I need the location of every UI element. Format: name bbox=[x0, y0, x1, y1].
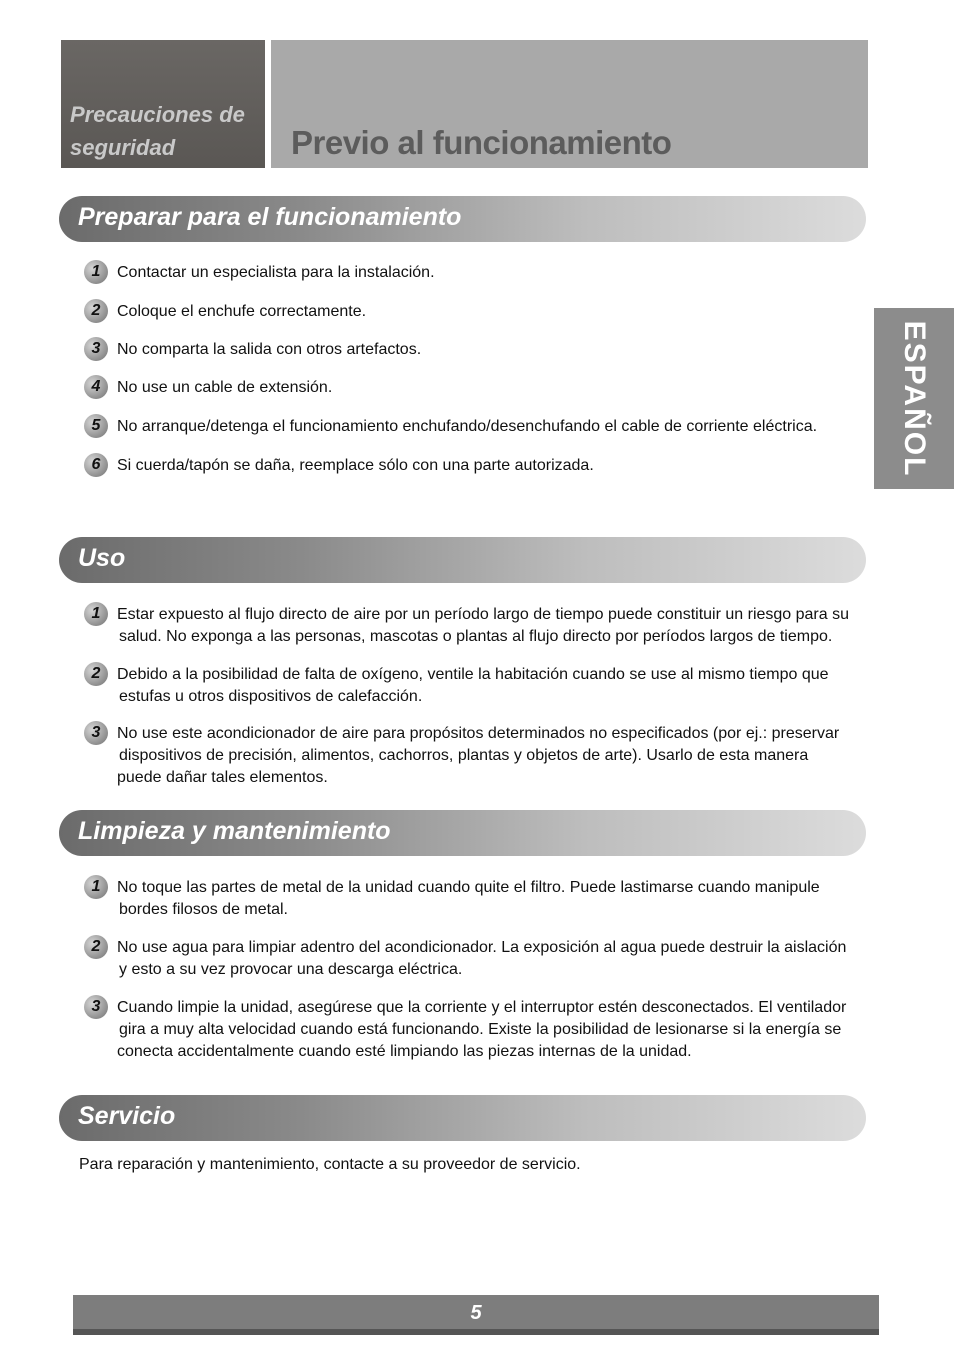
item-line: salud. No exponga a las personas, mascotas o plantas al flujo directo por períodos largos de tiempo. bbox=[119, 628, 833, 645]
item-line: Estar expuesto al flujo directo de aire por un período largo de tiempo puede constituir un riesgo para su bbox=[117, 606, 849, 623]
page-footer bbox=[73, 1295, 879, 1335]
item-text bbox=[117, 877, 864, 921]
item-text: No arranque/detenga el funcionamiento enchufando/desenchufando el cable de corriente eléctrica. bbox=[117, 418, 818, 435]
header-section-label: Precauciones de seguridad bbox=[70, 102, 245, 160]
page-number: 5 bbox=[470, 1302, 482, 1324]
item-text: No comparta la salida con otros artefactos. bbox=[117, 341, 422, 358]
item-text bbox=[117, 723, 864, 789]
language-tab bbox=[874, 308, 954, 489]
item-line: conecta accidentalmente cuando esté limpiando las piezas internas de la unidad. bbox=[117, 1043, 692, 1060]
item-text bbox=[117, 937, 864, 981]
item-text bbox=[117, 604, 864, 648]
section-banner-limpieza bbox=[59, 810, 866, 856]
item-line: puede dañar tales elementos. bbox=[117, 769, 328, 786]
item-line: bordes filosos de metal. bbox=[119, 901, 288, 918]
number-badge: 5 bbox=[84, 414, 108, 438]
section-banner-preparar bbox=[59, 196, 866, 242]
section-title: Limpieza y mantenimiento bbox=[78, 817, 391, 845]
language-label: ESPAÑOL bbox=[898, 320, 931, 477]
section-title: Preparar para el funcionamiento bbox=[78, 203, 462, 231]
item-text: Si cuerda/tapón se daña, reemplace sólo con una parte autorizada. bbox=[117, 457, 594, 474]
item-text bbox=[117, 664, 864, 708]
number-badge: 2 bbox=[84, 662, 108, 686]
number-badge: 3 bbox=[84, 995, 108, 1019]
item-line: No toque las partes de metal de la unidad cuando quite el filtro. Puede lastimarse cuando manipule bbox=[117, 879, 820, 896]
item-line: y esto a su vez provocar una descarga eléctrica. bbox=[119, 961, 463, 978]
item-line: Debido a la posibilidad de falta de oxígeno, ventile la habitación cuando se use al mismo tiempo que bbox=[117, 666, 829, 683]
item-line: No use agua para limpiar adentro del acondicionador. La exposición al agua puede destruir la aislación bbox=[117, 939, 847, 956]
section-title: Uso bbox=[78, 544, 126, 572]
header-section-tab bbox=[61, 40, 265, 168]
header-title-bar bbox=[271, 40, 868, 168]
item-text: Contactar un especialista para la instalación. bbox=[117, 264, 435, 281]
section-banner-uso bbox=[59, 537, 866, 583]
number-badge: 2 bbox=[84, 299, 108, 323]
item-text: Coloque el enchufe correctamente. bbox=[117, 303, 367, 320]
item-line: Cuando limpie la unidad, asegúrese que la corriente y el interruptor estén desconectados. El ventilador bbox=[117, 999, 847, 1016]
number-badge: 6 bbox=[84, 453, 108, 477]
number-badge: 1 bbox=[84, 875, 108, 899]
section-banner-servicio bbox=[59, 1095, 866, 1141]
item-line: dispositivos de precisión, alimentos, cachorros, plantas y objetos de arte). Usarlo de esta manera bbox=[119, 747, 809, 764]
number-badge: 4 bbox=[84, 375, 108, 399]
page-title: Previo al funcionamiento bbox=[291, 124, 672, 161]
number-badge: 3 bbox=[84, 721, 108, 745]
section-title: Servicio bbox=[78, 1102, 176, 1130]
item-line: gira a muy alta velocidad cuando está funcionando. Existe la posibilidad de lesionarse si la energía se bbox=[119, 1021, 842, 1038]
number-badge: 3 bbox=[84, 337, 108, 361]
number-badge: 1 bbox=[84, 602, 108, 626]
item-text bbox=[117, 997, 864, 1063]
number-badge: 2 bbox=[84, 935, 108, 959]
item-line: No use este acondicionador de aire para propósitos determinados no especificados (por ej.: preservar bbox=[117, 725, 840, 742]
number-badge: 1 bbox=[84, 260, 108, 284]
service-text: Para reparación y mantenimiento, contacte a su proveedor de servicio. bbox=[79, 1156, 581, 1173]
item-line: estufas u otros dispositivos de calefacción. bbox=[119, 688, 423, 705]
item-text: No use un cable de extensión. bbox=[117, 379, 333, 396]
